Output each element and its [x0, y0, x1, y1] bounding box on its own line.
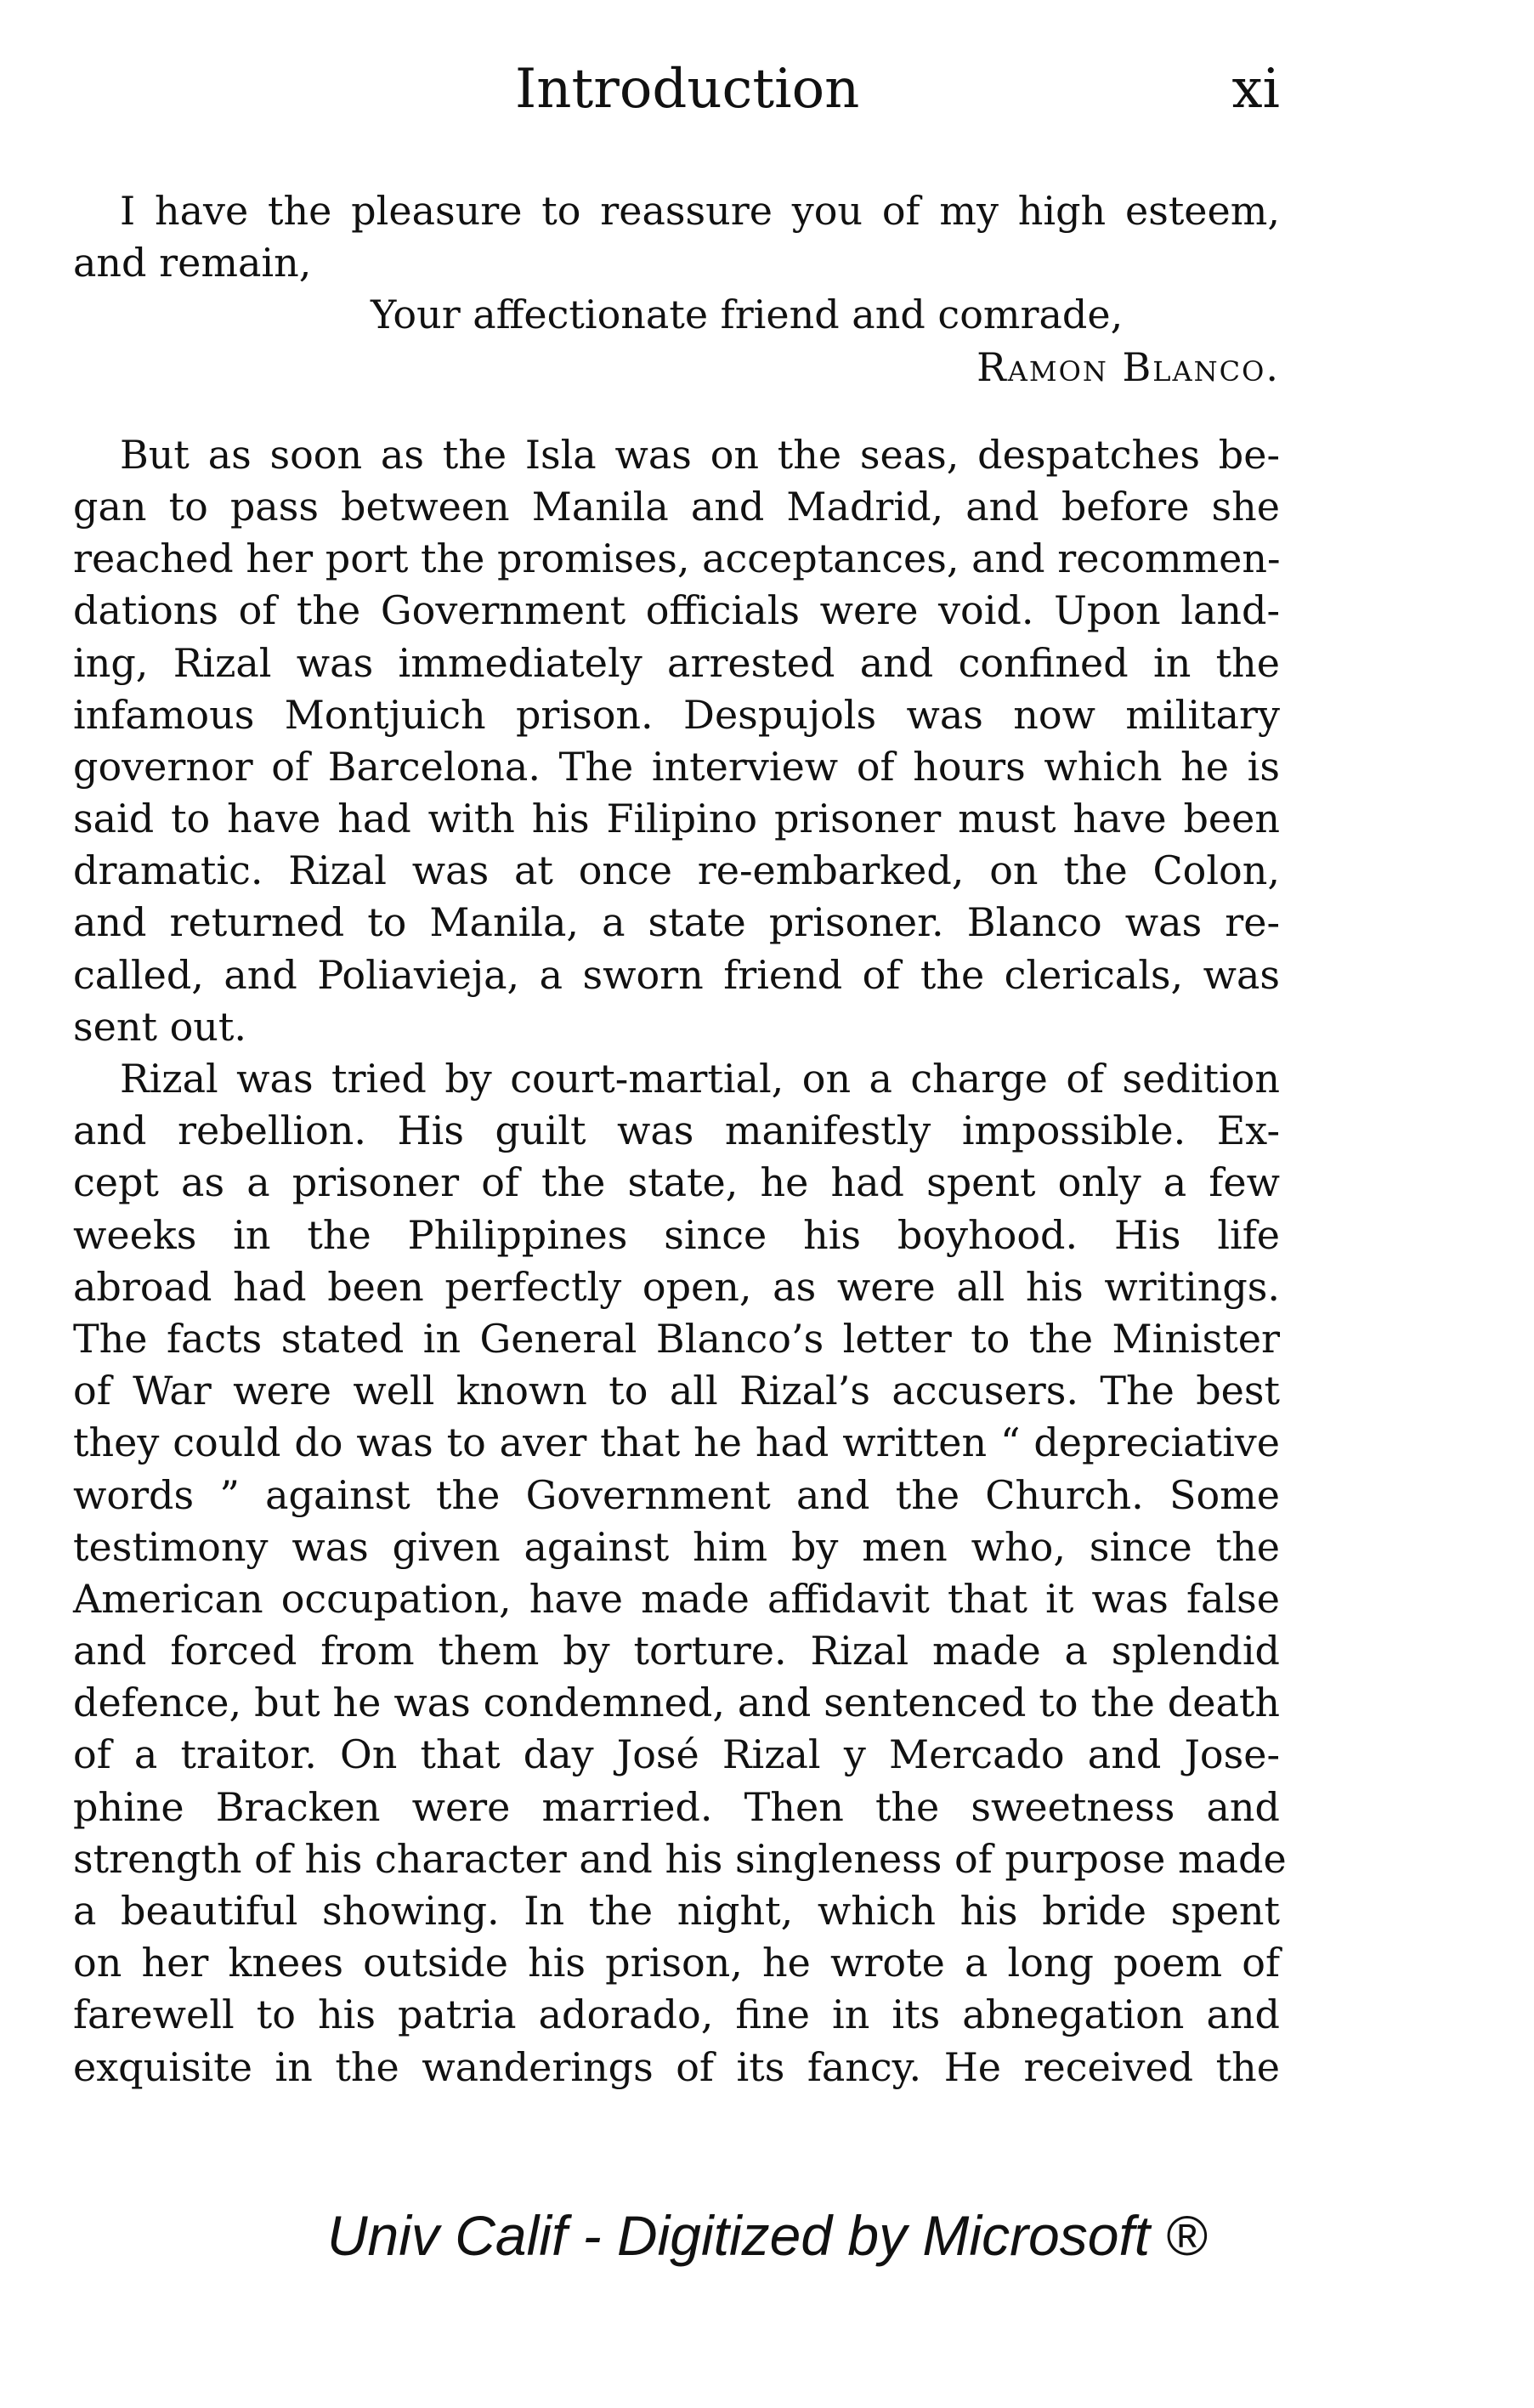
paragraph-line: farewell to his patria adorado, fine in its abnegation and — [73, 1992, 1280, 2038]
letter-line: I have the pleasure to reassure you of my high esteem, — [120, 188, 1280, 234]
paragraph-line: exquisite in the wanderings of its fancy. He received the — [73, 2043, 1280, 2090]
paragraph-line: they could do was to aver that he had written “ depreciative — [73, 1419, 1280, 1466]
paragraph-line: American occupation, have made affidavit that it was false — [73, 1575, 1280, 1622]
paragraph-line: phine Bracken were married. Then the sweetness and — [73, 1783, 1280, 1830]
letter-line: and remain, — [73, 240, 312, 286]
paragraph-line: words ” against the Government and the Church. Some — [73, 1471, 1280, 1518]
paragraph-line: reached her port the promises, acceptances, and recommen- — [73, 535, 1281, 582]
letter-signature: Ramon Blanco. — [976, 343, 1280, 390]
paragraph-line: and rebellion. His guilt was manifestly impossible. Ex- — [73, 1108, 1280, 1154]
paragraph-line: governor of Barcelona. The interview of hours which he is — [73, 743, 1280, 790]
letter-closing: Your affectionate friend and comrade, — [371, 292, 1124, 338]
paragraph-line: of a traitor. On that day José Rizal y Mercado and Jose- — [73, 1731, 1280, 1778]
paragraph-line: said to have had with his Filipino prisoner must have been — [73, 796, 1280, 842]
paragraph-line: called, and Poliavieja, a sworn friend of the clericals, was — [73, 951, 1280, 998]
paragraph-line: a beautiful showing. In the night, which his bride spent — [73, 1888, 1280, 1934]
paragraph-line: ing, Rizal was immediately arrested and confined in the — [73, 639, 1280, 686]
paragraph-line: strength of his character and his singleness of purpose made — [73, 1835, 1287, 1882]
running-head-title: Introduction — [515, 58, 860, 121]
paragraph-line: cept as a prisoner of the state, he had spent only a few — [73, 1159, 1280, 1206]
paragraph — [73, 429, 1280, 1053]
body-text — [73, 185, 1287, 2094]
paragraph-line: defence, but he was condemned, and sentenced to the death — [73, 1680, 1280, 1726]
paragraph-line: weeks in the Philippines since his boyhood. His life — [73, 1211, 1280, 1258]
paragraph-line: The facts stated in General Blanco’s letter to the Minister — [73, 1315, 1280, 1362]
paragraph-line: sent out. — [73, 1003, 246, 1050]
paragraph-line: gan to pass between Manila and Madrid, and before she — [73, 483, 1280, 530]
running-head — [73, 51, 1280, 127]
digitization-watermark: Univ Calif - Digitized by Microsoft ® — [326, 2204, 1208, 2267]
section-spacer — [73, 394, 1280, 429]
paragraph-line: testimony was given against him by men who, since the — [73, 1523, 1280, 1570]
page-number: xi — [1231, 58, 1280, 121]
paragraph-line: Rizal was tried by court-martial, on a charge of sedition — [120, 1056, 1280, 1102]
paragraph-line: infamous Montjuich prison. Despujols was now military — [73, 691, 1280, 738]
paragraph-line: and returned to Manila, a state prisoner. Blanco was re- — [73, 899, 1280, 946]
paragraph — [73, 1053, 1287, 2094]
paragraph-line: and forced from them by torture. Rizal made a splendid — [73, 1628, 1280, 1674]
paragraph-line: abroad had been perfectly open, as were all his writings. — [73, 1263, 1280, 1310]
paragraph-line: dations of the Government officials were void. Upon land- — [73, 587, 1280, 634]
paragraph-line: on her knees outside his prison, he wrote a long poem of — [73, 1940, 1280, 1986]
paragraph-line: of War were well known to all Rizal’s accusers. The best — [73, 1368, 1280, 1414]
paragraph-line: dramatic. Rizal was at once re-embarked, on the Colon, — [73, 847, 1280, 894]
paragraph-line: But as soon as the Isla was on the seas, despatches be- — [120, 431, 1280, 478]
